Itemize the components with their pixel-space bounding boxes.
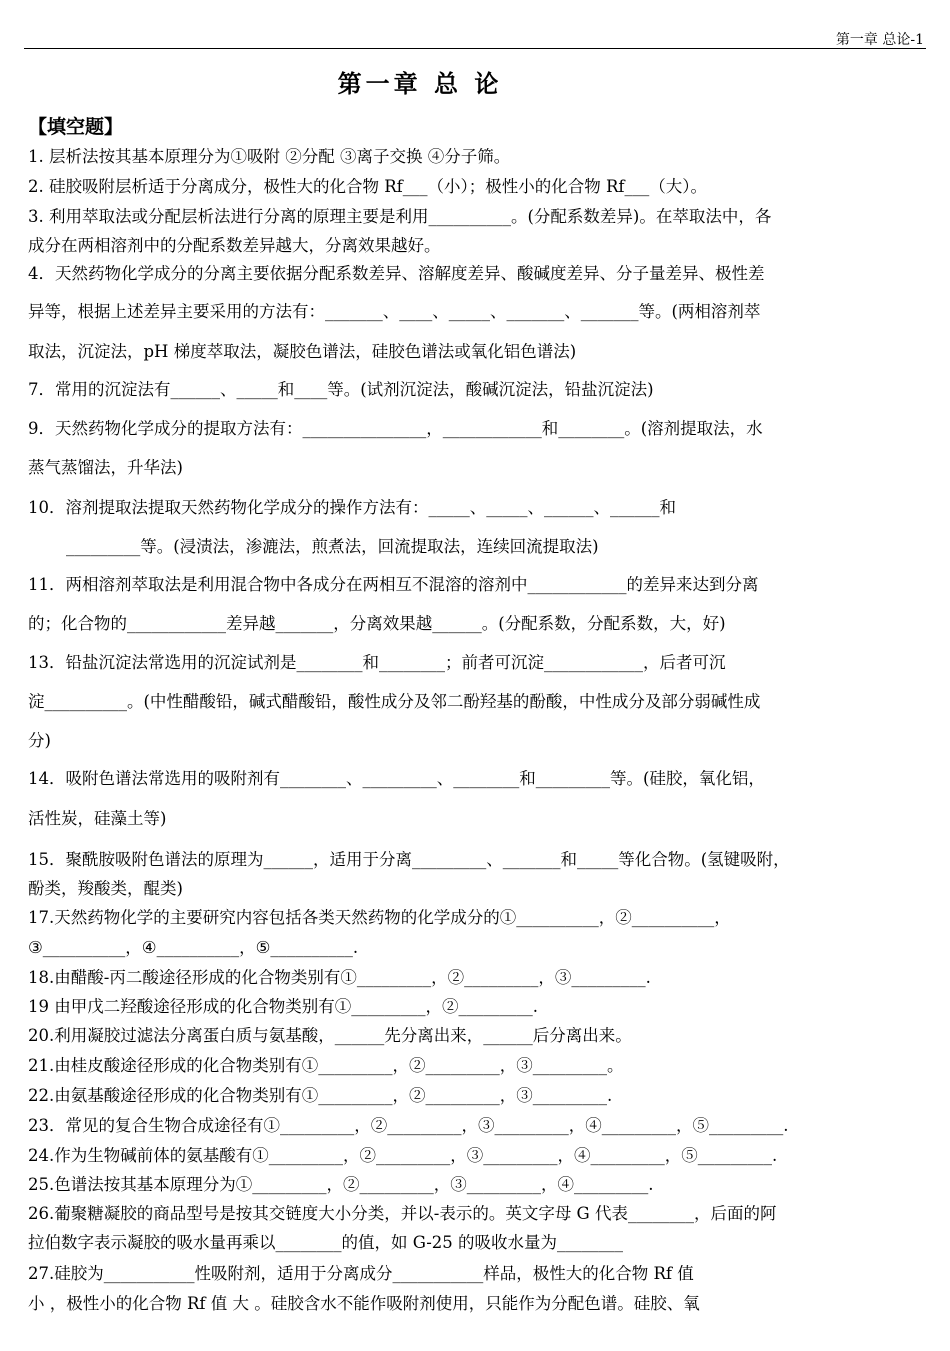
question-line: 22.由氨基酸途径形成的化合物类别有①_________，②_________，③_________. <box>28 1086 613 1105</box>
running-header: 第一章 总论-1 <box>835 32 924 48</box>
question-line: 23．常见的复合生物合成途径有①_________，②_________，③_________，④_________，⑤_________. <box>28 1116 789 1135</box>
question-line: 19 由甲戊二羟酸途径形成的化合物类别有①_________，②_________. <box>28 997 538 1016</box>
question-line: 分) <box>28 731 51 750</box>
question-line: 3. 利用萃取法或分配层析法进行分离的原理主要是利用__________。(分配系数差异)。在萃取法中，各 <box>28 207 772 226</box>
question-line: ③__________，④__________，⑤__________. <box>28 938 359 957</box>
question-line: 11．两相溶剂萃取法是利用混合物中各成分在两相互不混溶的溶剂中____________的差异来达到分离 <box>28 575 759 594</box>
question-line: 小 ，极性小的化合物 Rf 值 大 。硅胶含水不能作吸附剂使用，只能作为分配色谱。硅胶、氧 <box>28 1294 700 1313</box>
question-line: 18.由醋酸-丙二酸途径形成的化合物类别有①_________，②_________，③_________. <box>28 968 651 987</box>
section-heading: 【填空题】 <box>28 116 124 138</box>
question-line: 的；化合物的____________差异越_______，分离效果越______。(分配系数，分配系数，大，好) <box>28 614 726 633</box>
question-line: 1. 层析法按其基本原理分为①吸附 ②分配 ③离子交换 ④分子筛。 <box>28 147 511 166</box>
question-line: 异等，根据上述差异主要采用的方法有：_______、____、_____、_______、_______等。(两相溶剂萃 <box>28 302 761 321</box>
question-line: 21.由桂皮酸途径形成的化合物类别有①_________，②_________，③_________。 <box>28 1056 624 1075</box>
question-line: 27.硅胶为___________性吸附剂，适用于分离成分___________样品，极性大的化合物 Rf 值 <box>28 1264 694 1283</box>
header-rule <box>24 48 926 49</box>
question-line: 取法，沉淀法，pH 梯度萃取法，凝胶色谱法，硅胶色谱法或氧化铝色谱法) <box>28 342 577 361</box>
question-line: 4．天然药物化学成分的分离主要依据分配系数差异、溶解度差异、酸碱度差异、分子量差异、极性差 <box>28 264 765 283</box>
question-line: 26.葡聚糖凝胶的商品型号是按其交链度大小分类，并以-表示的。英文字母 G 代表________，后面的阿 <box>28 1204 777 1223</box>
question-line: 成分在两相溶剂中的分配系数差异越大，分离效果越好。 <box>28 236 441 255</box>
question-line: 蒸气蒸馏法，升华法) <box>28 458 183 477</box>
question-line: _________等。(浸渍法，渗漉法，煎煮法，回流提取法，连续回流提取法) <box>66 537 599 556</box>
question-line: 15．聚酰胺吸附色谱法的原理为______，适用于分离_________、_______和_____等化合物。(氢键吸附， <box>28 850 790 869</box>
question-line: 10．溶剂提取法提取天然药物化学成分的操作方法有：_____、_____、______、______和 <box>28 498 676 517</box>
question-line: 7．常用的沉淀法有______、_____和____等。(试剂沉淀法，酸碱沉淀法，铅盐沉淀法) <box>28 380 654 399</box>
question-line: 活性炭，硅藻土等) <box>28 809 167 828</box>
question-line: 25.色谱法按其基本原理分为①_________，②_________，③_________，④_________. <box>28 1175 654 1194</box>
question-line: 13．铅盐沉淀法常选用的沉淀试剂是________和________；前者可沉淀____________，后者可沉 <box>28 653 726 672</box>
question-line: 2. 硅胶吸附层析适于分离成分，极性大的化合物 Rf___（小）；极性小的化合物 Rf___（大）。 <box>28 177 708 196</box>
question-line: 24.作为生物碱前体的氨基酸有①_________，②_________，③_________，④_________，⑤_________. <box>28 1146 778 1165</box>
question-line: 淀__________。(中性醋酸铅，碱式醋酸铅，酸性成分及邻二酚羟基的酚酸，中性成分及部分弱碱性成 <box>28 692 761 711</box>
question-line: 9．天然药物化学成分的提取方法有：_______________，____________和________。(溶剂提取法，水 <box>28 419 763 438</box>
question-line: 酚类，羧酸类，醌类) <box>28 879 183 898</box>
question-line: 14．吸附色谱法常选用的吸附剂有________、_________、________和_________等。(硅胶，氧化铝， <box>28 769 765 788</box>
question-line: 17.天然药物化学的主要研究内容包括各类天然药物的化学成分的①__________，②__________， <box>28 908 731 927</box>
question-line: 20.利用凝胶过滤法分离蛋白质与氨基酸，______先分离出来，______后分离出来。 <box>28 1026 632 1045</box>
chapter-title: 第一章 总 论 <box>337 69 503 98</box>
question-line: 拉伯数字表示凝胶的吸水量再乘以________的值，如 G-25 的吸收水量为________ <box>28 1233 624 1252</box>
